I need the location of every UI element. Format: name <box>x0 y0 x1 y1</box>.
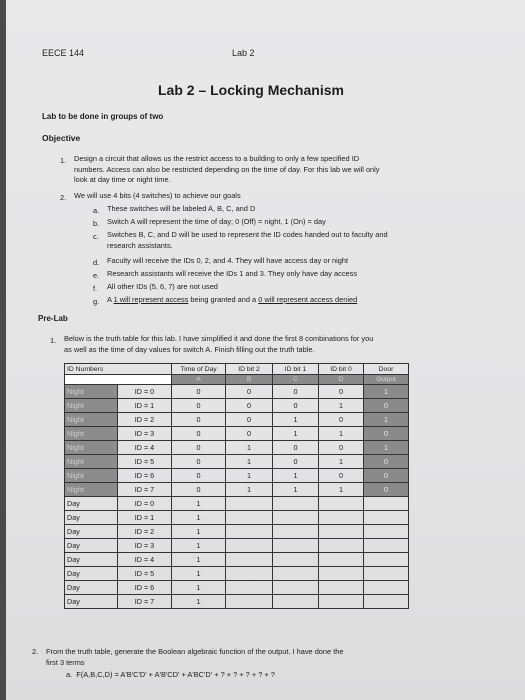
prelab-heading: Pre-Lab <box>38 314 68 323</box>
cell-id-number: ID = 3 <box>118 539 172 553</box>
cell-output <box>364 595 409 609</box>
question-2a <box>66 670 275 679</box>
truth-table-row <box>65 385 409 399</box>
cell-d <box>319 581 364 595</box>
cell-b: 1 <box>226 441 273 455</box>
cell-a: 0 <box>172 441 226 455</box>
cell-time-of-day: Night <box>65 441 118 455</box>
header-door: Door <box>364 364 409 375</box>
cell-c: 0 <box>273 441 319 455</box>
truth-table-row <box>65 427 409 441</box>
cell-a: 1 <box>172 511 226 525</box>
cell-time-of-day: Day <box>65 497 118 511</box>
cell-b <box>226 581 273 595</box>
sub-item-c-letter: c. <box>93 232 99 241</box>
course-code: EECE 144 <box>42 48 85 58</box>
cell-b <box>226 595 273 609</box>
truth-table-row <box>65 567 409 581</box>
cell-b: 0 <box>226 385 273 399</box>
cell-c <box>273 567 319 581</box>
objective-item-1-line: look at day time or night time. <box>74 175 171 184</box>
cell-c <box>273 581 319 595</box>
cell-output <box>364 539 409 553</box>
cell-a: 1 <box>172 581 226 595</box>
cell-id-number: ID = 3 <box>118 427 172 441</box>
cell-b: 1 <box>226 455 273 469</box>
cell-output <box>364 497 409 511</box>
cell-b: 1 <box>226 483 273 497</box>
cell-output <box>364 511 409 525</box>
objective-item-1-line: numbers. Access can also be restricted depending on the time of day. For this lab we will only <box>74 164 380 174</box>
cell-output: 0 <box>364 483 409 497</box>
cell-b: 1 <box>226 469 273 483</box>
cell-d: 0 <box>319 441 364 455</box>
truth-table-header-row <box>65 364 409 375</box>
cell-b <box>226 553 273 567</box>
subheader-a: A <box>172 375 226 385</box>
sub-item-d: Faculty will receive the IDs 0, 2, and 4. They will have access day or night <box>107 256 348 265</box>
truth-table-row <box>65 455 409 469</box>
sub-item-g-underline-1: 1 will represent access <box>113 295 189 304</box>
cell-time-of-day: Day <box>65 539 118 553</box>
cell-id-number: ID = 4 <box>118 441 172 455</box>
truth-table-row <box>65 441 409 455</box>
cell-a: 0 <box>172 469 226 483</box>
truth-table-row <box>65 511 409 525</box>
sub-item-g <box>107 295 357 306</box>
truth-table <box>64 363 409 609</box>
cell-a: 1 <box>172 553 226 567</box>
cell-d: 0 <box>319 385 364 399</box>
cell-d <box>319 511 364 525</box>
subheader-c: C <box>273 375 319 385</box>
question-2a-letter: a. <box>66 670 73 679</box>
cell-b: 0 <box>226 413 273 427</box>
cell-id-number: ID = 1 <box>118 399 172 413</box>
sub-item-g-letter: g. <box>93 297 100 306</box>
cell-b <box>226 497 273 511</box>
cell-time-of-day: Night <box>65 483 118 497</box>
cell-c <box>273 525 319 539</box>
cell-d: 0 <box>319 413 364 427</box>
objective-item-2-number: 2. <box>60 193 67 202</box>
sub-item-f: All other IDs (5, 6, 7) are not used <box>107 282 218 291</box>
cell-a: 0 <box>172 427 226 441</box>
cell-a: 0 <box>172 385 226 399</box>
header-time-of-day: Time of Day <box>172 364 226 375</box>
cell-d <box>319 497 364 511</box>
document-page <box>6 0 525 700</box>
cell-output <box>364 525 409 539</box>
cell-output <box>364 567 409 581</box>
objective-item-1 <box>74 154 474 186</box>
truth-table-row <box>65 399 409 413</box>
cell-time-of-day: Night <box>65 385 118 399</box>
sub-item-a: These switches will be labeled A, B, C, and D <box>107 204 256 213</box>
truth-table-row <box>65 581 409 595</box>
cell-time-of-day: Night <box>65 399 118 413</box>
truth-table-row <box>65 413 409 427</box>
sub-item-g-pre: A <box>107 295 114 304</box>
cell-id-number: ID = 7 <box>118 483 172 497</box>
cell-d: 1 <box>319 399 364 413</box>
sub-item-e: Research assistants will receive the IDs 1 and 3. They only have day access <box>107 269 358 278</box>
sub-item-f-letter: f. <box>93 284 98 293</box>
cell-c <box>273 539 319 553</box>
cell-id-number: ID = 5 <box>118 567 172 581</box>
question-2-line: From the truth table, generate the Boolean algebraic function of the output. I have done the <box>46 647 344 656</box>
cell-time-of-day: Night <box>65 427 118 441</box>
cell-c <box>273 511 319 525</box>
truth-table-row <box>65 553 409 567</box>
header-id-bit-2: ID bit 2 <box>226 364 273 375</box>
cell-b <box>226 567 273 581</box>
cell-id-number: ID = 2 <box>118 525 172 539</box>
truth-table-row <box>65 483 409 497</box>
prelab-item-1-line: Below is the truth table for this lab. I have simplified it and done the first 8 combinations for you <box>64 334 374 343</box>
cell-c: 0 <box>273 399 319 413</box>
cell-id-number: ID = 0 <box>118 497 172 511</box>
cell-d: 1 <box>319 427 364 441</box>
truth-table-row <box>65 497 409 511</box>
cell-time-of-day: Day <box>65 595 118 609</box>
cell-a: 1 <box>172 567 226 581</box>
cell-output: 0 <box>364 455 409 469</box>
objective-heading: Objective <box>42 133 81 143</box>
objective-item-2-line: We will use 4 bits (4 switches) to achieve our goals <box>74 191 241 200</box>
sub-item-g-underline-2: 0 will represent access denied <box>258 295 358 304</box>
prelab-item-1-number: 1. <box>50 336 57 345</box>
cell-a: 1 <box>172 595 226 609</box>
cell-a: 1 <box>172 497 226 511</box>
sub-item-c-line: Switches B, C, and D will be used to represent the ID codes handed out to faculty and <box>107 230 388 239</box>
cell-b <box>226 511 273 525</box>
cell-output: 1 <box>364 413 409 427</box>
cell-id-number: ID = 0 <box>118 385 172 399</box>
cell-d: 1 <box>319 455 364 469</box>
sub-item-c <box>107 230 477 251</box>
cell-d: 1 <box>319 483 364 497</box>
sub-item-c-line: research assistants. <box>107 240 173 250</box>
sub-item-e-letter: e. <box>93 271 100 280</box>
cell-time-of-day: Day <box>65 567 118 581</box>
cell-output: 0 <box>364 427 409 441</box>
lab-number: Lab 2 <box>232 48 255 58</box>
cell-id-number: ID = 6 <box>118 581 172 595</box>
objective-item-2 <box>74 191 474 202</box>
cell-id-number: ID = 2 <box>118 413 172 427</box>
sub-item-d-letter: d. <box>93 258 100 267</box>
cell-id-number: ID = 6 <box>118 469 172 483</box>
header-id-bit-0: ID bit 0 <box>319 364 364 375</box>
header-id-bit-1: ID bit 1 <box>273 364 319 375</box>
cell-b: 0 <box>226 399 273 413</box>
cell-time-of-day: Day <box>65 525 118 539</box>
cell-d <box>319 525 364 539</box>
cell-output: 0 <box>364 469 409 483</box>
cell-b <box>226 539 273 553</box>
cell-time-of-day: Day <box>65 511 118 525</box>
cell-time-of-day: Night <box>65 413 118 427</box>
cell-d <box>319 539 364 553</box>
cell-time-of-day: Night <box>65 469 118 483</box>
cell-c: 1 <box>273 427 319 441</box>
cell-d: 0 <box>319 469 364 483</box>
subheader-blank <box>65 375 172 385</box>
cell-output <box>364 581 409 595</box>
sub-item-b-letter: b. <box>93 219 100 228</box>
cell-d <box>319 595 364 609</box>
cell-a: 0 <box>172 483 226 497</box>
question-2-text <box>46 646 486 668</box>
cell-a: 0 <box>172 455 226 469</box>
cell-c: 1 <box>273 469 319 483</box>
objective-item-1-number: 1. <box>60 156 67 165</box>
cell-d <box>319 553 364 567</box>
cell-c <box>273 553 319 567</box>
cell-output: 1 <box>364 441 409 455</box>
page-title: Lab 2 – Locking Mechanism <box>158 82 344 98</box>
cell-output <box>364 553 409 567</box>
cell-output: 0 <box>364 399 409 413</box>
subheader-b: B <box>226 375 273 385</box>
cell-id-number: ID = 1 <box>118 511 172 525</box>
cell-d <box>319 567 364 581</box>
cell-time-of-day: Night <box>65 455 118 469</box>
truth-table-row <box>65 595 409 609</box>
cell-b: 0 <box>226 427 273 441</box>
cell-c <box>273 497 319 511</box>
truth-table-row <box>65 539 409 553</box>
cell-c <box>273 595 319 609</box>
sub-item-g-mid: being granted and a <box>188 295 259 304</box>
cell-id-number: ID = 4 <box>118 553 172 567</box>
sub-item-a-letter: a. <box>93 206 100 215</box>
truth-table-subheader-row <box>65 375 409 385</box>
cell-time-of-day: Day <box>65 553 118 567</box>
cell-c: 0 <box>273 455 319 469</box>
cell-c: 1 <box>273 413 319 427</box>
sub-item-b: Switch A will represent the time of day; 0 (Off) = night, 1 (On) = day <box>107 217 326 226</box>
prelab-item-1 <box>64 334 484 355</box>
cell-a: 1 <box>172 525 226 539</box>
cell-c: 1 <box>273 483 319 497</box>
truth-table-row <box>65 525 409 539</box>
objective-item-1-line: Design a circuit that allows us the restrict access to a building to only a few specified ID <box>74 154 360 163</box>
cell-c: 0 <box>273 385 319 399</box>
groups-note: Lab to be done in groups of two <box>42 112 164 121</box>
cell-id-number: ID = 5 <box>118 455 172 469</box>
cell-output: 1 <box>364 385 409 399</box>
question-2-line: first 3 terms <box>46 658 85 667</box>
question-2-number: 2. <box>32 647 39 656</box>
truth-table-row <box>65 469 409 483</box>
cell-a: 0 <box>172 399 226 413</box>
subheader-d: D <box>319 375 364 385</box>
prelab-item-1-line: as well as the time of day values for switch A. Finish filling out the truth table. <box>64 344 315 354</box>
cell-a: 1 <box>172 539 226 553</box>
cell-b <box>226 525 273 539</box>
cell-id-number: ID = 7 <box>118 595 172 609</box>
boolean-function: F(A,B,C,D) = A'B'C'D' + A'B'CD' + A'BC'D' + ? + ? + ? + ? + ? <box>76 670 275 679</box>
cell-time-of-day: Day <box>65 581 118 595</box>
subheader-output: Output <box>364 375 409 385</box>
header-id-numbers: ID Numbers <box>65 364 172 375</box>
cell-a: 0 <box>172 413 226 427</box>
